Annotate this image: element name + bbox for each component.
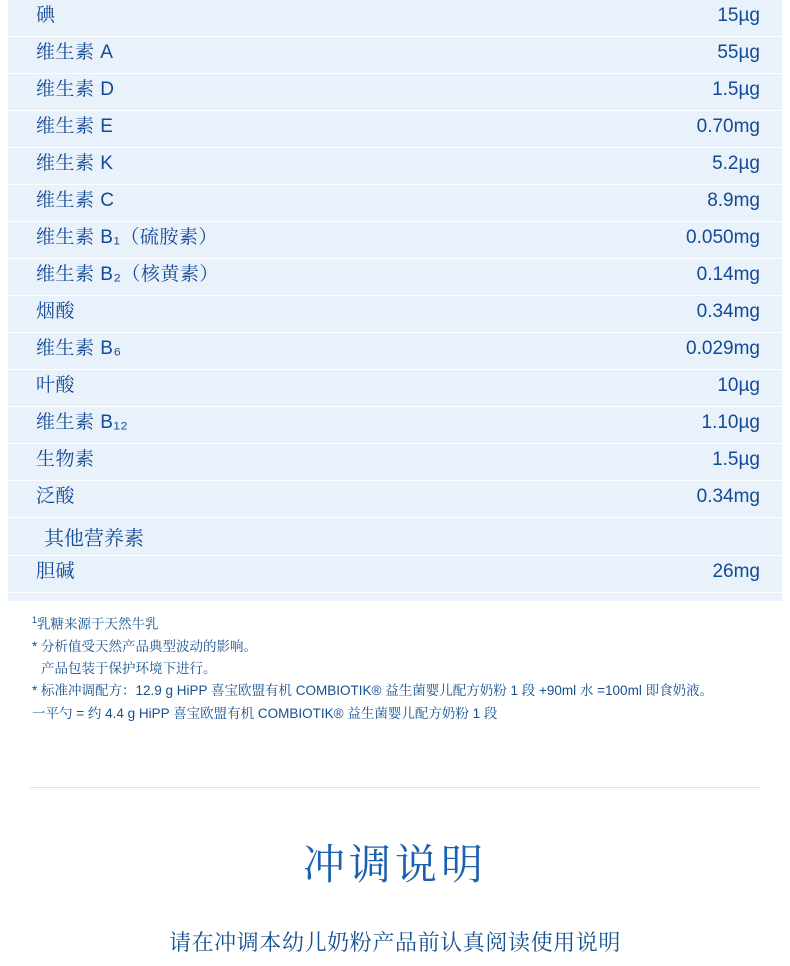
table-row xyxy=(8,37,782,74)
nutrient-value: 15µg xyxy=(717,5,760,26)
table-row xyxy=(8,222,782,259)
nutrient-value: 0.029mg xyxy=(686,338,760,359)
table-row xyxy=(8,444,782,481)
nutrient-name: 维生素 C xyxy=(36,190,115,211)
table-row xyxy=(8,259,782,296)
footnote-marker: 1 xyxy=(32,615,38,625)
table-row xyxy=(8,111,782,148)
nutrient-value: 1.5µg xyxy=(712,449,760,470)
footnotes xyxy=(0,613,790,725)
table-bottom-padding xyxy=(8,593,782,601)
table-row xyxy=(8,0,782,37)
nutrient-value: 0.14mg xyxy=(696,264,760,285)
nutrient-name: 维生素 B₆ xyxy=(36,338,122,359)
nutrient-name: 碘 xyxy=(36,5,56,26)
table-section-header: 其他营养素 xyxy=(8,518,782,556)
nutrient-name: 胆碱 xyxy=(36,561,76,582)
table-row xyxy=(8,407,782,444)
nutrient-name: 泛酸 xyxy=(36,486,76,507)
table-row xyxy=(8,481,782,518)
nutrient-name: 生物素 xyxy=(36,449,95,470)
nutrient-name: 维生素 D xyxy=(36,79,115,100)
footnote-line: 产品包装于保护环境下进行。 xyxy=(41,661,217,677)
nutrient-name: 维生素 B₁（硫胺素） xyxy=(36,227,218,248)
table-row xyxy=(8,148,782,185)
nutrient-value: 10µg xyxy=(717,375,760,396)
nutrient-name: 维生素 A xyxy=(36,42,114,63)
nutrient-value: 5.2µg xyxy=(712,153,760,174)
section-divider xyxy=(30,787,760,788)
nutrient-name: 烟酸 xyxy=(36,301,76,322)
nutrient-value: 1.5µg xyxy=(712,79,760,100)
footnote-line xyxy=(32,613,762,636)
nutrient-name: 叶酸 xyxy=(36,375,76,396)
footnote-line: 一平勺 = 约 4.4 g HiPP 喜宝欧盟有机 COMBIOTIK® 益生菌婴儿配方奶粉 1 段 xyxy=(32,705,498,721)
nutrient-value: 0.70mg xyxy=(696,116,760,137)
nutrient-name: 维生素 B₁₂ xyxy=(36,412,129,433)
nutrient-value: 0.050mg xyxy=(686,227,760,248)
nutrient-value: 1.10µg xyxy=(701,412,760,433)
footnote-text: 乳糖来源于天然牛乳 xyxy=(37,616,159,632)
nutrient-name: 维生素 B₂（核黄素） xyxy=(36,264,219,285)
table-row xyxy=(8,333,782,370)
page-subtitle: 请在冲调本幼儿奶粉产品前认真阅读使用说明 xyxy=(168,930,621,956)
footnote-line: * 标准冲调配方：12.9 g HiPP 喜宝欧盟有机 COMBIOTIK® 益生菌婴儿配方奶粉 1 段 +90ml 水 =100ml 即食奶液。 xyxy=(32,683,714,699)
table-row xyxy=(8,556,782,593)
table-row xyxy=(8,370,782,407)
page-title: 冲调说明 xyxy=(302,840,487,888)
preparation-instructions-heading xyxy=(0,840,790,957)
table-row xyxy=(8,74,782,111)
nutrition-table xyxy=(8,0,782,601)
table-row xyxy=(8,296,782,333)
nutrient-name: 维生素 K xyxy=(36,153,114,174)
nutrient-value: 8.9mg xyxy=(707,190,760,211)
nutrient-value: 55µg xyxy=(717,42,760,63)
nutrient-value: 0.34mg xyxy=(696,486,760,507)
nutrient-value: 26mg xyxy=(712,561,760,582)
nutrient-name: 维生素 E xyxy=(36,116,114,137)
nutrient-value: 0.34mg xyxy=(696,301,760,322)
footnote-line: * 分析值受天然产品典型波动的影响。 xyxy=(32,638,258,654)
table-row xyxy=(8,185,782,222)
